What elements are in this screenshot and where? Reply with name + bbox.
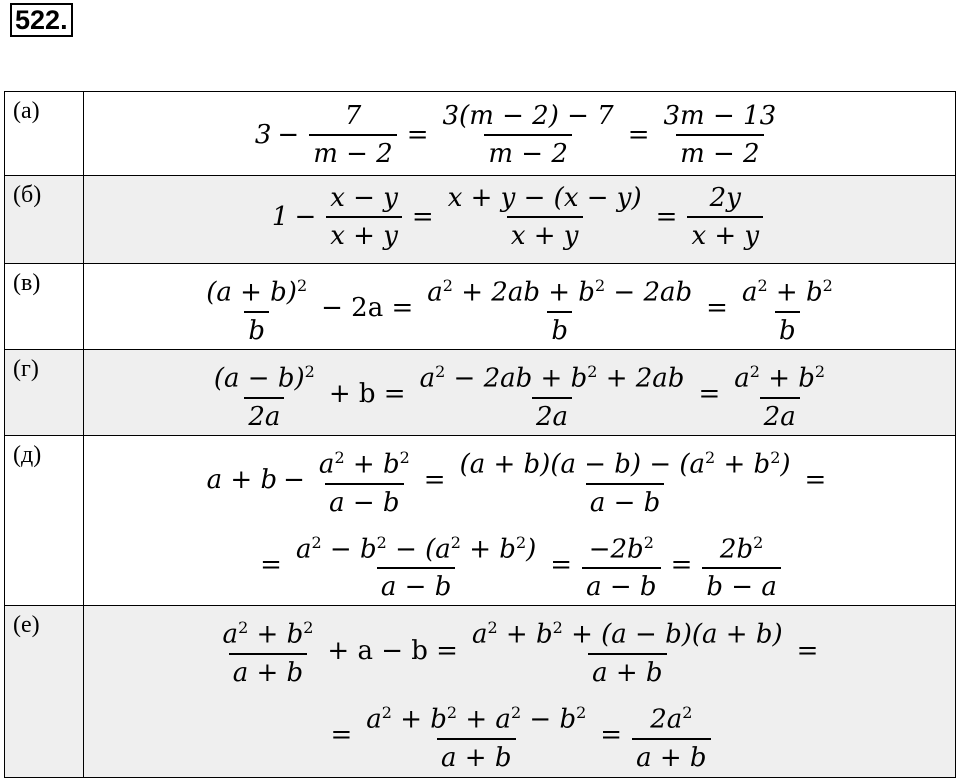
table-row (5, 264, 956, 350)
math-expression: 3 − $\frac{7}{m - 2}$ = $\frac{3(m - 2) - 7}{m - 2}$ = $\frac{3m - 13}{m - 2}$ (84, 92, 956, 176)
table-row (5, 606, 956, 778)
math-expression: $\frac{(a - b)^2}{2a}$ + b = $\frac{a^2 - 2ab + b^2 + 2ab}{2a}$ = $\frac{a^2 + b^2}{2a}$ (84, 350, 956, 436)
row-label: (е) (5, 606, 84, 778)
math-expression: a + b − $\frac{a^2 + b^2}{a - b}$ = $\frac{(a + b)(a - b) - (a^2 + b^2)}{a - b}$ = = $\frac{a^2 - b^2 - (a^2 + b^2)}{a - b}$ = $\frac{-2b^2}{a - b}$ = $\frac{2b^2}{b - a}$ (84, 436, 956, 606)
table-row (5, 176, 956, 264)
row-label: (г) (5, 350, 84, 436)
row-label: (а) (5, 92, 84, 176)
problem-number: 522. (10, 3, 73, 37)
row-label: (д) (5, 436, 84, 606)
row-label: (в) (5, 264, 84, 350)
math-expression: $\frac{(a + b)^2}{b}$ − 2a = $\frac{a^2 + 2ab + b^2 - 2ab}{b}$ = $\frac{a^2 + b^2}{b}$ (84, 264, 956, 350)
row-label: (б) (5, 176, 84, 264)
math-expression: $\frac{a^2 + b^2}{a + b}$ + a − b = $\frac{a^2 + b^2 + (a - b)(a + b)}{a + b}$ = = $\frac{a^2 + b^2 + a^2 - b^2}{a + b}$ = $\frac{2a^2}{a + b}$ (84, 606, 956, 778)
table-row (5, 350, 956, 436)
solutions-table (4, 91, 956, 778)
table-row (5, 92, 956, 176)
math-expression: 1 − $\frac{x - y}{x + y}$ = $\frac{x + y - (x - y)}{x + y}$ = $\frac{2y}{x + y}$ (84, 176, 956, 264)
table-row (5, 436, 956, 606)
